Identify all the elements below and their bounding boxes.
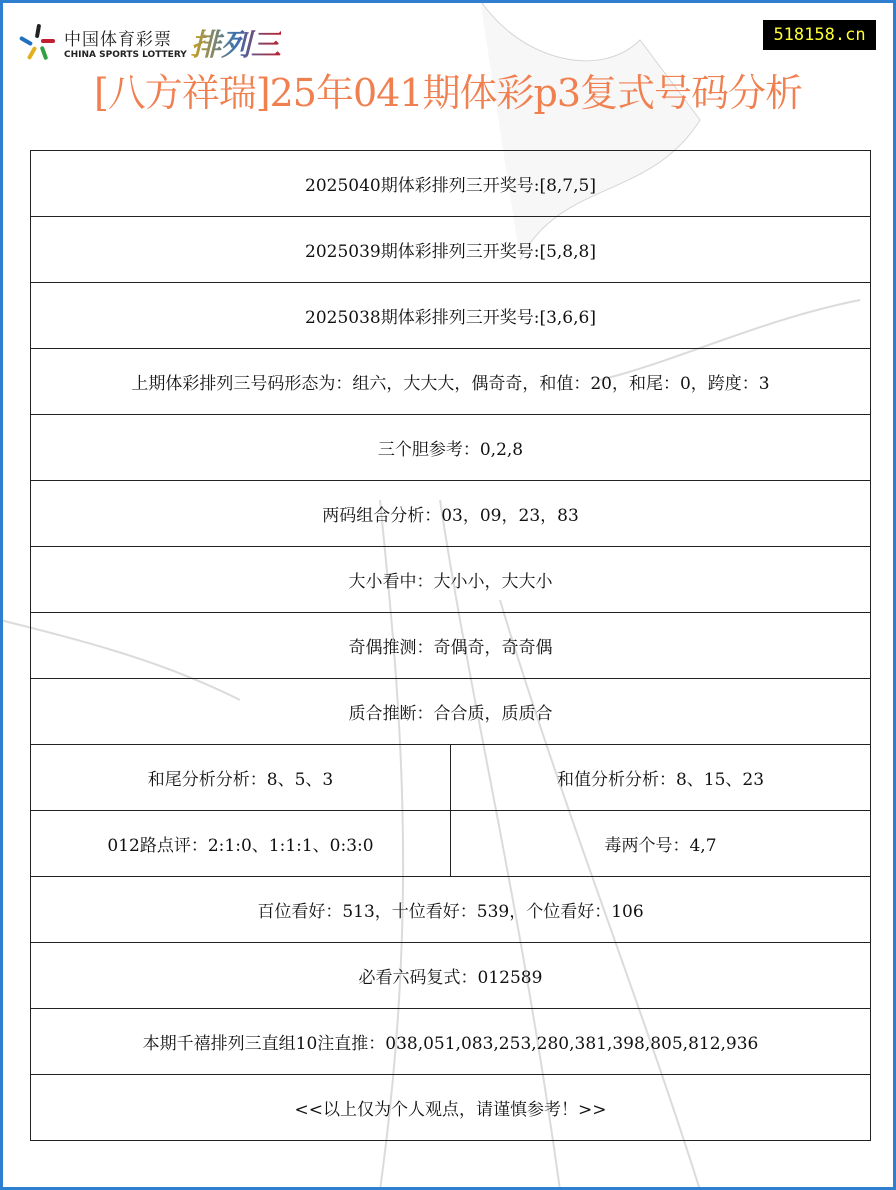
logo-english-text: CHINA SPORTS LOTTERY xyxy=(64,49,187,60)
table-cell: 毒两个号：4,7 xyxy=(451,811,871,877)
table-row: 奇偶推测：奇偶奇，奇奇偶 xyxy=(31,613,871,679)
table-row: 大小看中：大小小，大大小 xyxy=(31,547,871,613)
table-row: 三个胆参考：0,2,8 xyxy=(31,415,871,481)
logo-game-name: 排列三 xyxy=(191,20,281,64)
table-row: 两码组合分析：03，09，23，83 xyxy=(31,481,871,547)
table-cell: 和尾分析分析：8、5、3 xyxy=(31,745,451,811)
page-title: [八方祥瑞]25年041期体彩p3复式号码分析 xyxy=(93,71,803,115)
analysis-table xyxy=(30,150,871,1141)
table-row: <<以上仅为个人观点，请谨慎参考！>> xyxy=(31,1075,871,1141)
table-row: 上期体彩排列三号码形态为：组六，大大大，偶奇奇，和值：20，和尾：0，跨度：3 xyxy=(31,349,871,415)
table-row: 2025038期体彩排列三开奖号:[3,6,6] xyxy=(31,283,871,349)
table-cell: 012路点评：2:1:0、1:1:1、0:3:0 xyxy=(31,811,451,877)
china-sports-lottery-logo xyxy=(20,20,281,64)
table-row: 百位看好：513，十位看好：539，个位看好：106 xyxy=(31,877,871,943)
logo-chinese-text: 中国体育彩票 xyxy=(64,29,172,50)
table-row: 本期千禧排列三直组10注直推：038,051,083,253,280,381,398,805,812,936 xyxy=(31,1009,871,1075)
lottery-star-icon xyxy=(20,24,56,60)
site-badge[interactable]: 518158.cn xyxy=(763,20,876,50)
table-row: 质合推断：合合质，质质合 xyxy=(31,679,871,745)
table-cell: 和值分析分析：8、15、23 xyxy=(451,745,871,811)
table-row: 2025040期体彩排列三开奖号:[8,7,5] xyxy=(31,151,871,217)
table-row: 2025039期体彩排列三开奖号:[5,8,8] xyxy=(31,217,871,283)
table-row: 必看六码复式：012589 xyxy=(31,943,871,1009)
